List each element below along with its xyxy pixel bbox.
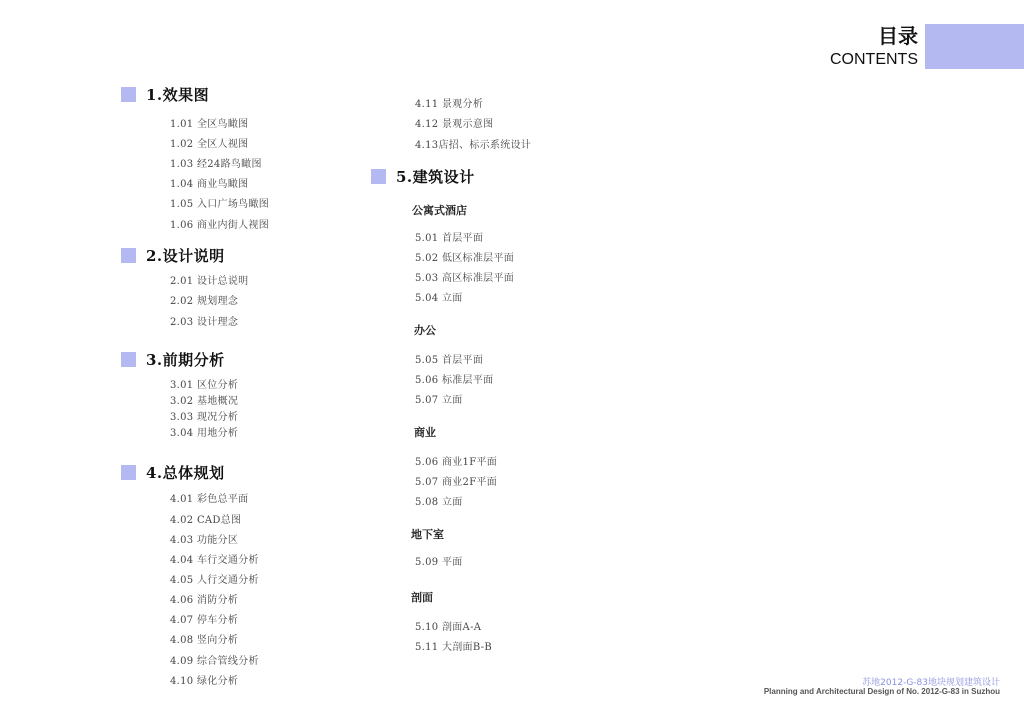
- toc-item[interactable]: 4.13店招、标示系统设计: [415, 140, 532, 151]
- section-marker: [371, 169, 386, 184]
- subsection-title: 办公: [414, 324, 436, 337]
- section-label: 5.建筑设计: [396, 168, 475, 186]
- toc-item[interactable]: 4.08 竖向分析: [170, 635, 239, 646]
- page-title: 目录: [878, 24, 918, 48]
- title-accent-block: [925, 24, 1024, 69]
- section-heading-4: [121, 462, 225, 483]
- section-marker: [121, 465, 136, 480]
- toc-item[interactable]: 4.07 停车分析: [170, 615, 239, 626]
- toc-item[interactable]: 4.04 车行交通分析: [170, 555, 259, 566]
- toc-item[interactable]: 3.03 现况分析: [170, 412, 239, 423]
- section-heading-1: [121, 84, 209, 105]
- toc-item[interactable]: 5.03 高区标准层平面: [415, 273, 515, 284]
- toc-item[interactable]: 4.12 景观示意图: [415, 119, 494, 130]
- toc-item[interactable]: 5.01 首层平面: [415, 233, 484, 244]
- section-heading-2: [121, 245, 225, 266]
- toc-item[interactable]: 4.01 彩色总平面: [170, 494, 249, 505]
- section-label: 4.总体规划: [146, 464, 225, 482]
- toc-item[interactable]: 4.03 功能分区: [170, 535, 239, 546]
- section-label: 3.前期分析: [146, 351, 225, 369]
- section-heading-3: [121, 349, 225, 370]
- toc-item[interactable]: 2.02 规划理念: [170, 296, 239, 307]
- toc-item[interactable]: 2.03 设计理念: [170, 317, 239, 328]
- toc-item[interactable]: 5.07 商业2F平面: [415, 477, 498, 488]
- toc-item[interactable]: 4.10 绿化分析: [170, 676, 239, 687]
- subsection-title: 商业: [414, 426, 436, 439]
- toc-item[interactable]: 4.02 CAD总图: [170, 515, 242, 526]
- toc-item[interactable]: 5.08 立面: [415, 497, 463, 508]
- toc-item[interactable]: 4.09 综合管线分析: [170, 656, 259, 667]
- section-marker: [121, 87, 136, 102]
- toc-item[interactable]: 1.03 经24路鸟瞰图: [170, 159, 262, 170]
- toc-item[interactable]: 4.05 人行交通分析: [170, 575, 259, 586]
- subsection-title: 剖面: [411, 591, 433, 604]
- section-marker: [121, 248, 136, 263]
- footer-project-title-english: Planning and Architectural Design of No. 2012-G-83 in Suzhou: [763, 687, 1000, 696]
- toc-item[interactable]: 1.06 商业内街人视图: [170, 220, 270, 231]
- section-label: 1.效果图: [146, 86, 210, 104]
- toc-item[interactable]: 1.04 商业鸟瞰图: [170, 179, 249, 190]
- toc-item[interactable]: 2.01 设计总说明: [170, 276, 249, 287]
- subsection-title: 地下室: [411, 528, 444, 541]
- toc-item[interactable]: 1.05 入口广场鸟瞰图: [170, 199, 270, 210]
- toc-item[interactable]: 5.04 立面: [415, 293, 463, 304]
- toc-item[interactable]: 5.05 首层平面: [415, 355, 484, 366]
- toc-item[interactable]: 5.10 剖面A-A: [415, 622, 482, 633]
- page-title-english: CONTENTS: [830, 51, 918, 68]
- toc-item[interactable]: 1.01 全区鸟瞰图: [170, 119, 249, 130]
- toc-item[interactable]: 5.09 平面: [415, 557, 463, 568]
- section-marker: [121, 352, 136, 367]
- toc-item[interactable]: 3.02 基地概况: [170, 396, 239, 407]
- toc-item[interactable]: 4.06 消防分析: [170, 595, 239, 606]
- toc-item[interactable]: 5.06 标准层平面: [415, 375, 494, 386]
- toc-item[interactable]: 5.06 商业1F平面: [415, 457, 498, 468]
- subsection-title: 公寓式酒店: [412, 204, 467, 217]
- toc-item[interactable]: 5.02 低区标准层平面: [415, 253, 515, 264]
- toc-item[interactable]: 5.11 大剖面B-B: [415, 642, 493, 653]
- toc-item[interactable]: 4.11 景观分析: [415, 99, 484, 110]
- toc-item[interactable]: 5.07 立面: [415, 395, 463, 406]
- section-label: 2.设计说明: [146, 247, 225, 265]
- toc-item[interactable]: 3.01 区位分析: [170, 380, 239, 391]
- toc-item[interactable]: 3.04 用地分析: [170, 428, 239, 439]
- section-heading-5: [371, 166, 475, 187]
- toc-item[interactable]: 1.02 全区人视图: [170, 139, 249, 150]
- footer-project-title: 苏地2012-G-83地块规划建筑设计: [862, 678, 1000, 688]
